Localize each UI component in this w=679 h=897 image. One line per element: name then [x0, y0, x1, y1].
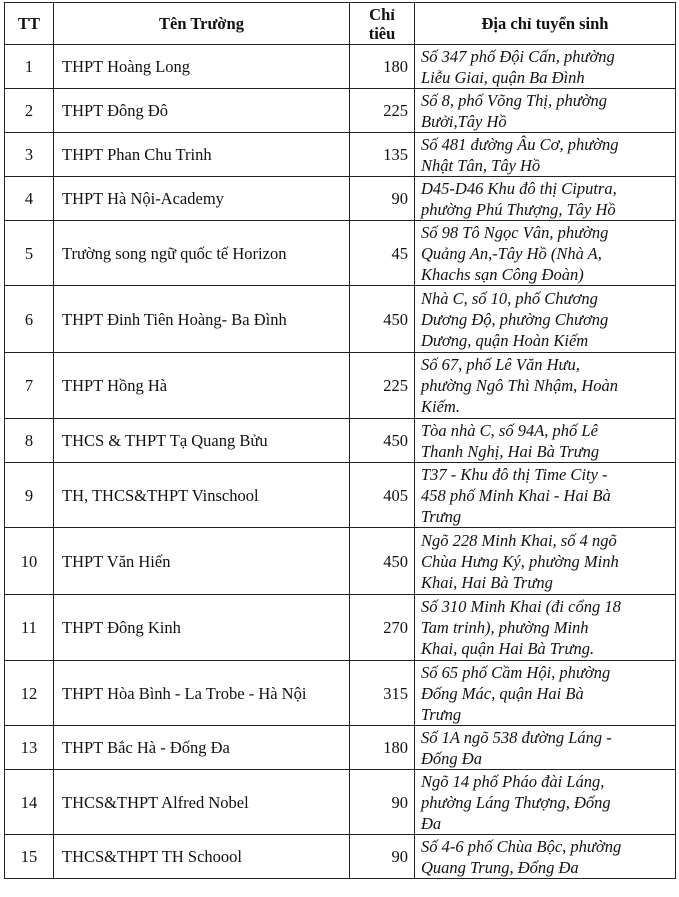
- quota-value: 225: [350, 353, 415, 419]
- quota-value: 90: [350, 177, 415, 221]
- quota-value: 180: [350, 45, 415, 89]
- row-number: 12: [5, 661, 54, 726]
- row-number: 7: [5, 353, 54, 419]
- quota-value: 135: [350, 133, 415, 177]
- quota-value: 225: [350, 89, 415, 133]
- school-name: THPT Hoàng Long: [54, 45, 350, 89]
- enrollment-address: Ngõ 228 Minh Khai, số 4 ngõ Chùa Hưng Ký, phường Minh Khai, Hai Bà Trưng: [415, 528, 676, 595]
- row-number: 8: [5, 419, 54, 463]
- table-row: [5, 221, 676, 286]
- quota-value: 315: [350, 661, 415, 726]
- header-tt: TT: [5, 3, 54, 45]
- enrollment-address: Số 8, phố Võng Thị, phường Bưởi,Tây Hồ: [415, 89, 676, 133]
- enrollment-address: Nhà C, số 10, phố Chương Dương Độ, phường Chương Dương, quận Hoàn Kiếm: [415, 286, 676, 353]
- quota-value: 405: [350, 463, 415, 528]
- header-school-name: Tên Trường: [54, 3, 350, 45]
- school-name: THPT Hồng Hà: [54, 353, 350, 419]
- table-row: [5, 177, 676, 221]
- quota-value: 450: [350, 528, 415, 595]
- enrollment-address: Số 67, phố Lê Văn Hưu, phường Ngô Thì Nhậm, Hoàn Kiếm.: [415, 353, 676, 419]
- quota-value: 90: [350, 835, 415, 879]
- header-quota: Chỉ tiêu: [350, 3, 415, 45]
- enrollment-address: Số 310 Minh Khai (đi cổng 18 Tam trinh), phường Minh Khai, quận Hai Bà Trưng.: [415, 595, 676, 661]
- row-number: 11: [5, 595, 54, 661]
- table-row: [5, 45, 676, 89]
- school-name: Trường song ngữ quốc tế Horizon: [54, 221, 350, 286]
- quota-value: 450: [350, 286, 415, 353]
- enrollment-address: Ngõ 14 phố Pháo đài Láng, phường Láng Thượng, Đống Đa: [415, 770, 676, 835]
- table-row: [5, 835, 676, 879]
- document-page: [0, 2, 679, 897]
- school-name: THCS & THPT Tạ Quang Bửu: [54, 419, 350, 463]
- enrollment-address: Số 1A ngõ 538 đường Láng - Đống Đa: [415, 726, 676, 770]
- row-number: 6: [5, 286, 54, 353]
- school-name: TH, THCS&THPT Vinschool: [54, 463, 350, 528]
- enrollment-address: Số 347 phố Đội Cấn, phường Liễu Giai, quận Ba Đình: [415, 45, 676, 89]
- table-row: [5, 463, 676, 528]
- table-row: [5, 770, 676, 835]
- school-name: THPT Đông Đô: [54, 89, 350, 133]
- table-row: [5, 133, 676, 177]
- quota-value: 270: [350, 595, 415, 661]
- school-name: THPT Bắc Hà - Đống Đa: [54, 726, 350, 770]
- school-name: THPT Phan Chu Trinh: [54, 133, 350, 177]
- school-name: THPT Đinh Tiên Hoàng- Ba Đình: [54, 286, 350, 353]
- school-name: THCS&THPT TH Schoool: [54, 835, 350, 879]
- school-name: THPT Văn Hiến: [54, 528, 350, 595]
- header-address: Địa chỉ tuyển sinh: [415, 3, 676, 45]
- row-number: 5: [5, 221, 54, 286]
- table-row: [5, 661, 676, 726]
- table-body: [5, 45, 676, 879]
- table-row: [5, 528, 676, 595]
- school-enrollment-table: [4, 2, 676, 879]
- table-row: [5, 286, 676, 353]
- table-row: [5, 353, 676, 419]
- table-header-row: [5, 3, 676, 45]
- enrollment-address: Số 481 đường Âu Cơ, phường Nhật Tân, Tây Hồ: [415, 133, 676, 177]
- enrollment-address: Tòa nhà C, số 94A, phố Lê Thanh Nghị, Hai Bà Trưng: [415, 419, 676, 463]
- table-row: [5, 419, 676, 463]
- row-number: 1: [5, 45, 54, 89]
- school-name: THPT Hòa Bình - La Trobe - Hà Nội: [54, 661, 350, 726]
- table-row: [5, 595, 676, 661]
- school-name: THPT Đông Kinh: [54, 595, 350, 661]
- enrollment-address: Số 98 Tô Ngọc Vân, phường Quảng An,-Tây Hồ (Nhà A, Khachs sạn Công Đoàn): [415, 221, 676, 286]
- row-number: 13: [5, 726, 54, 770]
- row-number: 14: [5, 770, 54, 835]
- enrollment-address: Số 4-6 phố Chùa Bộc, phường Quang Trung, Đống Đa: [415, 835, 676, 879]
- row-number: 9: [5, 463, 54, 528]
- school-name: THCS&THPT Alfred Nobel: [54, 770, 350, 835]
- row-number: 4: [5, 177, 54, 221]
- table-row: [5, 89, 676, 133]
- row-number: 10: [5, 528, 54, 595]
- enrollment-address: Số 65 phố Cầm Hội, phường Đống Mác, quận Hai Bà Trưng: [415, 661, 676, 726]
- row-number: 2: [5, 89, 54, 133]
- quota-value: 45: [350, 221, 415, 286]
- school-name: THPT Hà Nội-Academy: [54, 177, 350, 221]
- row-number: 15: [5, 835, 54, 879]
- row-number: 3: [5, 133, 54, 177]
- quota-value: 450: [350, 419, 415, 463]
- quota-value: 90: [350, 770, 415, 835]
- table-row: [5, 726, 676, 770]
- enrollment-address: D45-D46 Khu đô thị Ciputra, phường Phú Thượng, Tây Hồ: [415, 177, 676, 221]
- quota-value: 180: [350, 726, 415, 770]
- enrollment-address: T37 - Khu đô thị Time City - 458 phố Minh Khai - Hai Bà Trưng: [415, 463, 676, 528]
